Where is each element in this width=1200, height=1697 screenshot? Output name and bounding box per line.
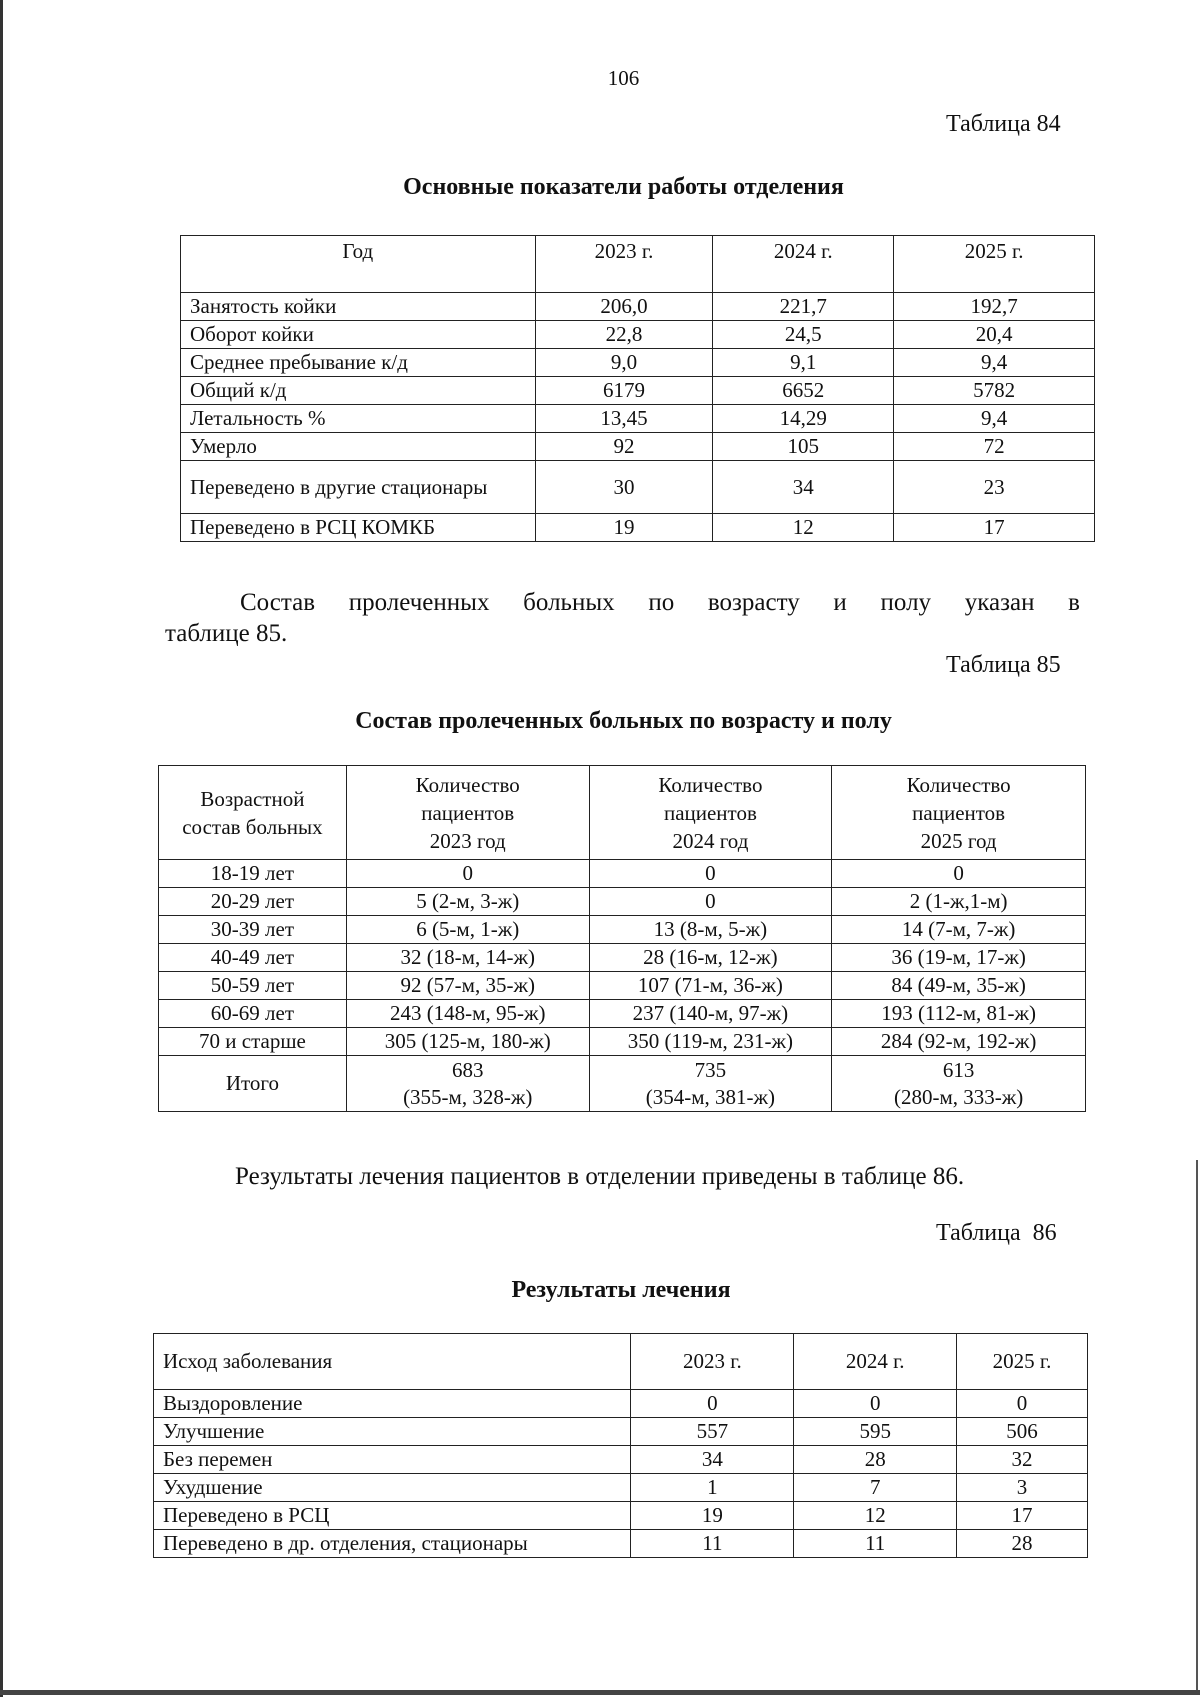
cell-value: 17 — [957, 1502, 1088, 1530]
paragraph-1-line-1: Состав пролеченных больных по возрасту и полу указан в — [240, 589, 1080, 616]
cell-value: 0 — [346, 860, 589, 888]
cell-value: 9,4 — [894, 349, 1095, 377]
cell-value: 284 (92-м, 192-ж) — [832, 1028, 1086, 1056]
table-row — [181, 377, 1095, 405]
cell-value: 11 — [794, 1530, 957, 1558]
table-header-row — [159, 766, 1086, 860]
cell-value: 72 — [894, 433, 1095, 461]
paragraph-2: Результаты лечения пациентов в отделении приведены в таблице 86. — [235, 1163, 965, 1190]
row-label: 70 и старше — [159, 1028, 347, 1056]
cell-value: 193 (112-м, 81-ж) — [832, 1000, 1086, 1028]
table-row — [154, 1418, 1088, 1446]
table-row — [159, 916, 1086, 944]
cell-value: 84 (49-м, 35-ж) — [832, 972, 1086, 1000]
cell-value: 19 — [535, 514, 713, 542]
header-cell: 2025 г. — [957, 1334, 1088, 1390]
cell-value: 1 — [631, 1474, 794, 1502]
cell-value: 92 (57-м, 35-ж) — [346, 972, 589, 1000]
cell-value: 506 — [957, 1418, 1088, 1446]
cell-value: 6 (5-м, 1-ж) — [346, 916, 589, 944]
header-cell — [832, 766, 1086, 860]
total-breakdown: (354-м, 381-ж) — [645, 1084, 776, 1109]
scan-edge-left — [0, 0, 3, 1697]
cell-value: 13,45 — [535, 405, 713, 433]
cell-value: 243 (148-м, 95-ж) — [346, 1000, 589, 1028]
header-cell: 2025 г. — [894, 236, 1095, 293]
total-label: Итого — [159, 1056, 347, 1112]
table84-caption: Таблица 84 — [946, 111, 1061, 137]
table-row — [181, 293, 1095, 321]
cell-value: 557 — [631, 1418, 794, 1446]
cell-value: 13 (8-м, 5-ж) — [589, 916, 832, 944]
header-line: Количество — [658, 772, 763, 797]
cell-value: 105 — [713, 433, 894, 461]
cell-value: 22,8 — [535, 321, 713, 349]
header-cell — [589, 766, 832, 860]
table-header-row — [181, 236, 1095, 293]
header-line: 2024 год — [672, 828, 749, 853]
row-label: Переведено в другие стационары — [181, 461, 536, 514]
table-row — [154, 1530, 1088, 1558]
table-row — [159, 860, 1086, 888]
cell-value: 595 — [794, 1418, 957, 1446]
row-label: 30-39 лет — [159, 916, 347, 944]
header-line: пациентов — [421, 800, 515, 825]
cell-value: 92 — [535, 433, 713, 461]
table86-title: Результаты лечения — [511, 1277, 731, 1303]
header-cell: 2024 г. — [794, 1334, 957, 1390]
cell-value: 2 (1-ж,1-м) — [832, 888, 1086, 916]
scan-edge-bottom — [0, 1690, 1200, 1695]
cell-value: 9,0 — [535, 349, 713, 377]
cell-value: 14 (7-м, 7-ж) — [832, 916, 1086, 944]
cell-value: 14,29 — [713, 405, 894, 433]
table-header-row — [154, 1334, 1088, 1390]
cell-value: 34 — [713, 461, 894, 514]
row-label: 50-59 лет — [159, 972, 347, 1000]
cell-value: 34 — [631, 1446, 794, 1474]
page-number: 106 — [607, 66, 640, 90]
cell-value: 0 — [589, 860, 832, 888]
table-row — [154, 1502, 1088, 1530]
cell-value: 32 — [957, 1446, 1088, 1474]
cell-value: 6179 — [535, 377, 713, 405]
header-cell: 2023 г. — [631, 1334, 794, 1390]
row-label: Улучшение — [154, 1418, 631, 1446]
table85-title: Состав пролеченных больных по возрасту и полу — [355, 708, 892, 734]
row-label: Без перемен — [154, 1446, 631, 1474]
cell-value: 28 — [957, 1530, 1088, 1558]
cell-value: 350 (119-м, 231-ж) — [589, 1028, 832, 1056]
header-line: 2025 год — [920, 828, 997, 853]
row-label: Переведено в РСЦ — [154, 1502, 631, 1530]
header-cell: Исход заболевания — [154, 1334, 631, 1390]
cell-value: 0 — [832, 860, 1086, 888]
cell-value: 17 — [894, 514, 1095, 542]
row-label: Переведено в РСЦ КОМКБ — [181, 514, 536, 542]
paragraph-1-line-2: таблице 85. — [165, 620, 288, 647]
table-row — [181, 321, 1095, 349]
cell-value: 5782 — [894, 377, 1095, 405]
cell-value: 20,4 — [894, 321, 1095, 349]
row-label: Среднее пребывание к/д — [181, 349, 536, 377]
cell-value: 221,7 — [713, 293, 894, 321]
cell-value: 24,5 — [713, 321, 894, 349]
header-line: пациентов — [912, 800, 1006, 825]
cell-value: 7 — [794, 1474, 957, 1502]
cell-value: 19 — [631, 1502, 794, 1530]
total-value: 613 — [942, 1057, 975, 1082]
header-cell: Год — [181, 236, 536, 293]
header-line: состав больных — [182, 814, 323, 839]
header-line: пациентов — [663, 800, 757, 825]
cell-value: 6652 — [713, 377, 894, 405]
table-row — [181, 514, 1095, 542]
table-row — [159, 1000, 1086, 1028]
table-row — [159, 888, 1086, 916]
row-label: Летальность % — [181, 405, 536, 433]
cell-value: 28 — [794, 1446, 957, 1474]
total-breakdown: (355-м, 328-ж) — [403, 1084, 533, 1109]
row-label: 20-29 лет — [159, 888, 347, 916]
table-row — [159, 944, 1086, 972]
table-row — [181, 405, 1095, 433]
cell-value: 0 — [631, 1390, 794, 1418]
total-cell — [346, 1056, 589, 1112]
table85-caption: Таблица 85 — [946, 652, 1061, 678]
row-label: Общий к/д — [181, 377, 536, 405]
cell-value: 237 (140-м, 97-ж) — [589, 1000, 832, 1028]
table-84 — [180, 235, 1095, 542]
table-row — [181, 349, 1095, 377]
cell-value: 0 — [794, 1390, 957, 1418]
header-line: Количество — [415, 772, 520, 797]
row-label: 18-19 лет — [159, 860, 347, 888]
table-row — [159, 972, 1086, 1000]
header-cell — [159, 766, 347, 860]
header-line: Возрастной — [200, 786, 305, 811]
cell-value: 36 (19-м, 17-ж) — [832, 944, 1086, 972]
total-value: 683 — [451, 1057, 484, 1082]
table-row — [154, 1474, 1088, 1502]
total-cell — [832, 1056, 1086, 1112]
scan-edge-right — [1196, 1160, 1198, 1690]
total-cell — [589, 1056, 832, 1112]
table-row — [181, 461, 1095, 514]
cell-value: 23 — [894, 461, 1095, 514]
table-row — [154, 1446, 1088, 1474]
row-label: 60-69 лет — [159, 1000, 347, 1028]
cell-value: 305 (125-м, 180-ж) — [346, 1028, 589, 1056]
row-label: Ухудшение — [154, 1474, 631, 1502]
row-label: Переведено в др. отделения, стационары — [154, 1530, 631, 1558]
row-label: 40-49 лет — [159, 944, 347, 972]
table84-title: Основные показатели работы отделения — [403, 174, 844, 200]
cell-value: 5 (2-м, 3-ж) — [346, 888, 589, 916]
table-row — [154, 1390, 1088, 1418]
table-85 — [158, 765, 1086, 1112]
cell-value: 9,1 — [713, 349, 894, 377]
total-breakdown: (280-м, 333-ж) — [894, 1084, 1024, 1109]
header-cell: 2024 г. — [713, 236, 894, 293]
header-line: 2023 год — [429, 828, 506, 853]
cell-value: 192,7 — [894, 293, 1095, 321]
cell-value: 107 (71-м, 36-ж) — [589, 972, 832, 1000]
row-label: Оборот койки — [181, 321, 536, 349]
cell-value: 9,4 — [894, 405, 1095, 433]
table-row — [159, 1028, 1086, 1056]
cell-value: 32 (18-м, 14-ж) — [346, 944, 589, 972]
cell-value: 12 — [713, 514, 894, 542]
table-86 — [153, 1333, 1088, 1558]
header-cell — [346, 766, 589, 860]
cell-value: 3 — [957, 1474, 1088, 1502]
cell-value: 0 — [589, 888, 832, 916]
total-value: 735 — [694, 1057, 727, 1082]
row-label: Занятость койки — [181, 293, 536, 321]
cell-value: 30 — [535, 461, 713, 514]
cell-value: 28 (16-м, 12-ж) — [589, 944, 832, 972]
header-cell: 2023 г. — [535, 236, 713, 293]
table-row — [181, 433, 1095, 461]
cell-value: 0 — [957, 1390, 1088, 1418]
header-line: Количество — [906, 772, 1011, 797]
row-label: Умерло — [181, 433, 536, 461]
cell-value: 11 — [631, 1530, 794, 1558]
row-label: Выздоровление — [154, 1390, 631, 1418]
table86-caption: Таблица 86 — [936, 1220, 1057, 1246]
table-total-row — [159, 1056, 1086, 1112]
cell-value: 12 — [794, 1502, 957, 1530]
cell-value: 206,0 — [535, 293, 713, 321]
